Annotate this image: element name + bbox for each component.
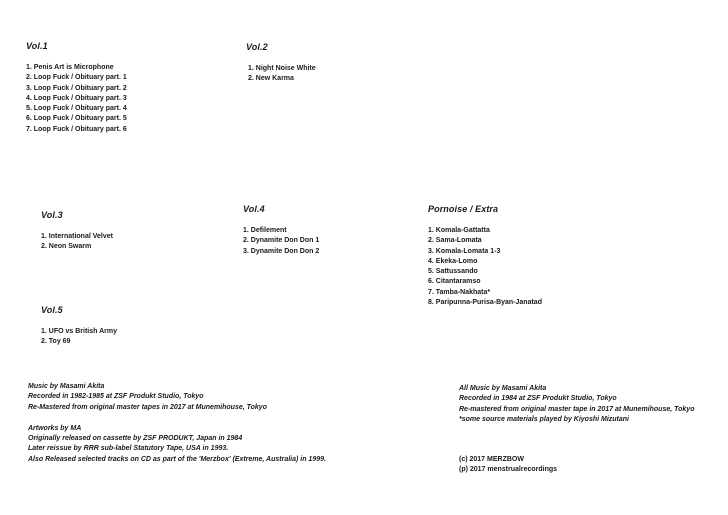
track-item: 2. Neon Swarm [41,243,92,251]
track-item: 1. Penis Art is Microphone [26,64,114,71]
track-item: 7. Loop Fuck / Obituary part. 6 [26,125,127,133]
vol4-section [243,204,319,257]
vol2-section [246,42,316,85]
vol5-tracklist [41,327,117,348]
vol2-title: Vol.2 [246,42,268,52]
track-item: 8. Paripunna-Purisa-Byan-Janatad [428,299,542,307]
vol4-title: Vol.4 [243,204,265,214]
credit-line: Also Released selected tracks on CD as part of the 'Merzbox' (Extreme, Australia) in 1999. [28,455,326,463]
track-item: 2. New Karma [248,75,294,83]
track-item: 4. Ekeka-Lomo [428,257,478,265]
copyright [459,455,557,476]
vol1-tracklist [26,63,127,135]
vol4-tracklist [243,226,319,257]
credit-line: Artworks by MA [28,424,82,432]
track-item: 6. Loop Fuck / Obituary part. 5 [26,115,127,123]
extra-tracklist [428,226,542,308]
track-item: 2. Dynamite Don Don 1 [243,237,320,245]
track-item: 2. Loop Fuck / Obituary part. 1 [26,74,127,82]
track-item: 2. Sama-Lomata [428,237,482,245]
track-item: 5. Sattussando [428,268,478,276]
vol5-section [41,305,117,348]
track-item: 4. Loop Fuck / Obituary part. 3 [26,94,127,102]
vol1-title: Vol.1 [26,41,48,51]
track-item: 7. Tamba-Nakhata* [428,288,491,296]
vol3-tracklist [41,232,113,253]
track-item: 3. Loop Fuck / Obituary part. 2 [26,84,127,92]
track-item: 1. UFO vs British Army [41,328,117,335]
track-item: 2. Toy 69 [41,338,71,346]
credits-right [459,384,694,426]
copyright-line: (c) 2017 MERZBOW [459,456,524,463]
credit-line: All Music by Masami Akita [459,385,547,392]
credit-line: Originally released on cassette by ZSF PRODUKT, Japan in 1984 [28,435,243,443]
track-item: 1. International Velvet [41,233,113,240]
track-item: 5. Loop Fuck / Obituary part. 4 [26,105,127,113]
extra-section [428,204,542,308]
vol5-title: Vol.5 [41,305,63,315]
credit-line: *some source materials played by Kiyoshi Mizutani [459,416,629,424]
vol2-tracklist [248,64,316,85]
extra-title: Pornoise / Extra [428,204,499,214]
track-item: 3. Komala-Lomata 1-3 [428,247,501,255]
credit-line: Recorded in 1984 at ZSF Produkt Studio, Tokyo [459,395,617,403]
credit-line: Later reissue by RRR sub-label Statutory Tape, USA in 1993. [28,445,229,453]
spacer [28,413,326,423]
track-item: 6. Citantaramso [428,278,481,286]
vol1-section [26,41,127,135]
credit-line: Re-Mastered from original master tapes in 2017 at Munemihouse, Tokyo [28,403,267,411]
track-item: 1. Night Noise White [248,65,316,72]
vol3-title: Vol.3 [41,210,63,220]
track-item: 1. Komala-Gattatta [428,227,490,234]
credit-line: Re-mastered from original master tape in 2017 at Munemihouse, Tokyo [459,405,695,413]
credits-left [28,382,326,465]
track-item: 3. Dynamite Don Don 2 [243,247,320,255]
copyright-line: (p) 2017 menstrualrecordings [459,466,558,474]
track-item: 1. Defilement [243,227,287,234]
credit-line: Music by Masami Akita [28,383,105,390]
credit-line: Recorded in 1982-1985 at ZSF Produkt Studio, Tokyo [28,393,204,401]
vol3-section [41,210,113,253]
